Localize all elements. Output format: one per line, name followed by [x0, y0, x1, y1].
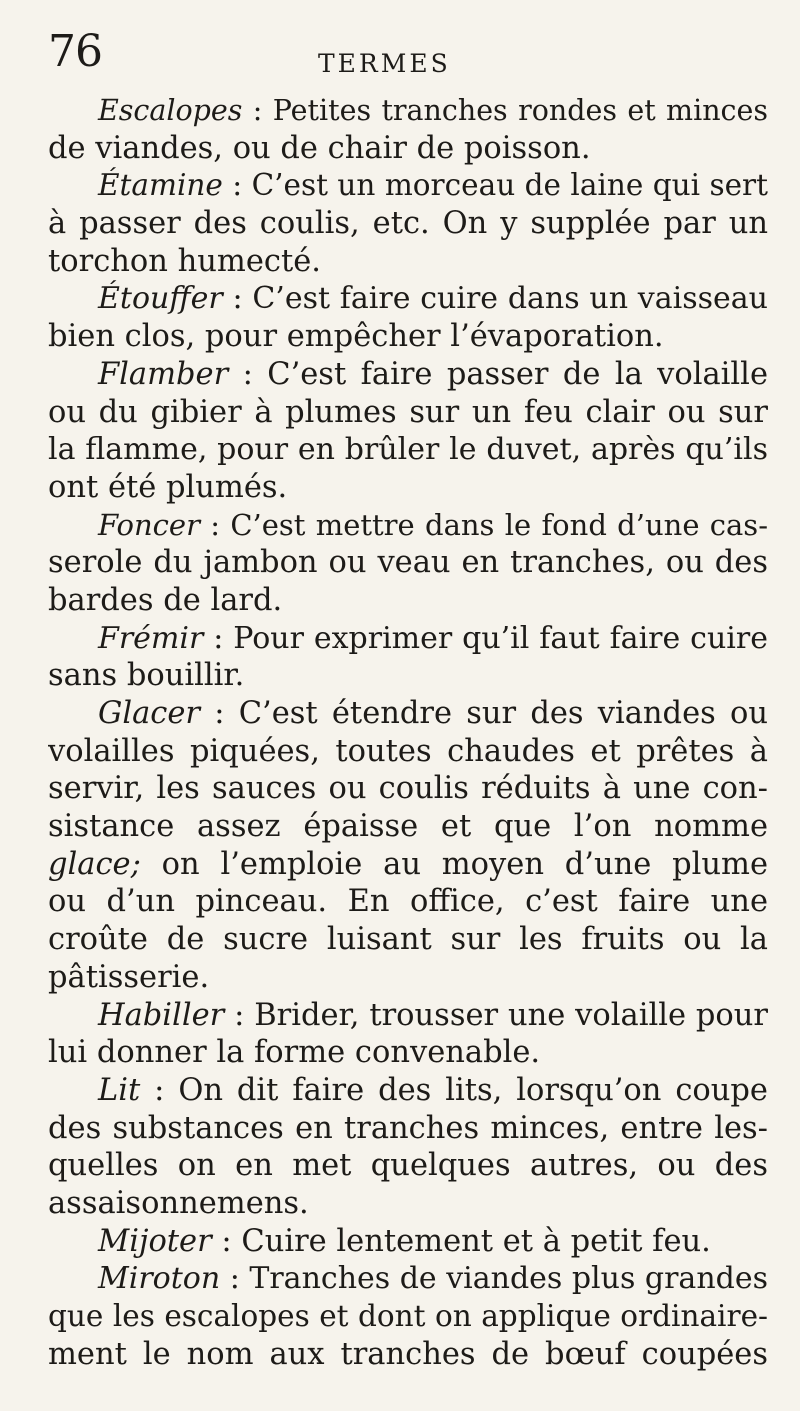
entry-text: : Petites tranches rondes et minces	[242, 94, 768, 127]
text-line	[48, 356, 768, 394]
text-line: de viandes, ou de chair de poisson.	[48, 130, 591, 166]
entry-term: Lit	[98, 1072, 141, 1108]
entry-term: Mijoter	[98, 1223, 212, 1259]
glossary-entry-foncer	[48, 507, 768, 620]
glossary-entry-etamine	[48, 167, 768, 280]
running-title: TERMES	[318, 49, 451, 78]
text-line: pâtisserie.	[48, 959, 210, 995]
text-line	[48, 997, 768, 1035]
entry-text: : C’est un morceau de laine qui sert	[222, 168, 768, 203]
text-line: quelles on en met quelques autres, ou des	[48, 1148, 768, 1184]
text-line	[48, 1223, 768, 1261]
glossary-entry-habiller	[48, 997, 768, 1072]
glossary-entry-mijoter	[48, 1223, 768, 1261]
text-line	[48, 167, 768, 205]
entry-text: : Brider, trousser une volaille pour	[224, 997, 768, 1033]
entry-term: Glacer	[98, 696, 201, 731]
glossary-entry-flamber	[48, 356, 768, 507]
page-header	[0, 20, 800, 80]
glossary-body	[48, 92, 768, 1373]
entry-text: : C’est faire cuire dans un vaisseau	[222, 281, 768, 317]
glossary-entry-etouffer	[48, 280, 768, 355]
text-line: bien clos, pour empêcher l’évaporation.	[48, 319, 664, 355]
entry-text: : Tranches de viandes plus grandes	[220, 1261, 768, 1297]
text-line: des substances en tranches minces, entre les-	[48, 1110, 768, 1146]
text-line: glace; on l’emploie au moyen d’une plume	[48, 846, 768, 882]
text-line	[48, 620, 768, 658]
entry-text: : C’est faire passer de la volaille	[228, 356, 768, 392]
text-line: servir, les sauces ou coulis réduits à une con-	[48, 771, 768, 807]
entry-text: : On dit faire des lits, lorsqu’on coupe	[140, 1072, 768, 1108]
page-number: 76	[48, 26, 102, 77]
text-line: à passer des coulis, etc. On y supplée par un	[48, 206, 768, 242]
text-line	[48, 1260, 768, 1298]
text-line: que les escalopes et dont on applique ordinaire-	[48, 1299, 768, 1333]
glossary-entry-miroton	[48, 1260, 768, 1373]
text-line: lui donner la forme convenable.	[48, 1035, 541, 1071]
text-line	[48, 92, 768, 130]
text-line	[48, 507, 768, 545]
text-line: croûte de sucre luisant sur les fruits ou la	[48, 922, 768, 958]
text-line: ont été plumés.	[48, 469, 288, 505]
text-line: ment le nom aux tranches de bœuf coupées	[48, 1336, 768, 1372]
entry-term: Miroton	[98, 1261, 221, 1297]
text-line	[48, 280, 768, 318]
entry-text: : Cuire lentement et à petit feu.	[211, 1223, 711, 1259]
entry-term: Flamber	[98, 356, 229, 392]
text-line: sans bouillir.	[48, 658, 245, 694]
entry-term: Habiller	[98, 997, 225, 1033]
glossary-entry-escalopes	[48, 92, 768, 167]
text-line: serole du jambon ou veau en tranches, ou des	[48, 545, 768, 581]
entry-term: Frémir	[98, 620, 204, 656]
entry-term: Étamine	[98, 168, 223, 203]
text-line	[48, 1072, 768, 1110]
entry-text: : C’est étendre sur des viandes ou	[200, 696, 768, 731]
text-line: ou d’un pinceau. En office, c’est faire une	[48, 884, 768, 920]
italic-word: glace;	[48, 846, 141, 882]
text-line: assaisonnemens.	[48, 1185, 309, 1221]
text-line: bardes de lard.	[48, 582, 283, 618]
text-line	[48, 695, 768, 733]
text-line: ou du gibier à plumes sur un feu clair ou sur	[48, 394, 768, 430]
entry-term: Escalopes	[98, 94, 243, 127]
entry-text: : C’est mettre dans le fond d’une cas-	[199, 507, 768, 542]
glossary-entry-fremir	[48, 620, 768, 695]
entry-term: Étouffer	[98, 281, 223, 317]
text-line: la flamme, pour en brûler le duvet, après qu’ils	[48, 432, 768, 468]
text-line: sistance assez épaisse et que l’on nomme	[48, 809, 768, 845]
glossary-entry-glacer	[48, 695, 768, 997]
entry-text: : Pour exprimer qu’il faut faire cuire	[203, 620, 768, 656]
text-line: volailles piquées, toutes chaudes et prêtes à	[48, 733, 768, 769]
glossary-entry-lit	[48, 1072, 768, 1223]
text-line: torchon humecté.	[48, 243, 321, 279]
entry-term: Foncer	[98, 507, 200, 542]
